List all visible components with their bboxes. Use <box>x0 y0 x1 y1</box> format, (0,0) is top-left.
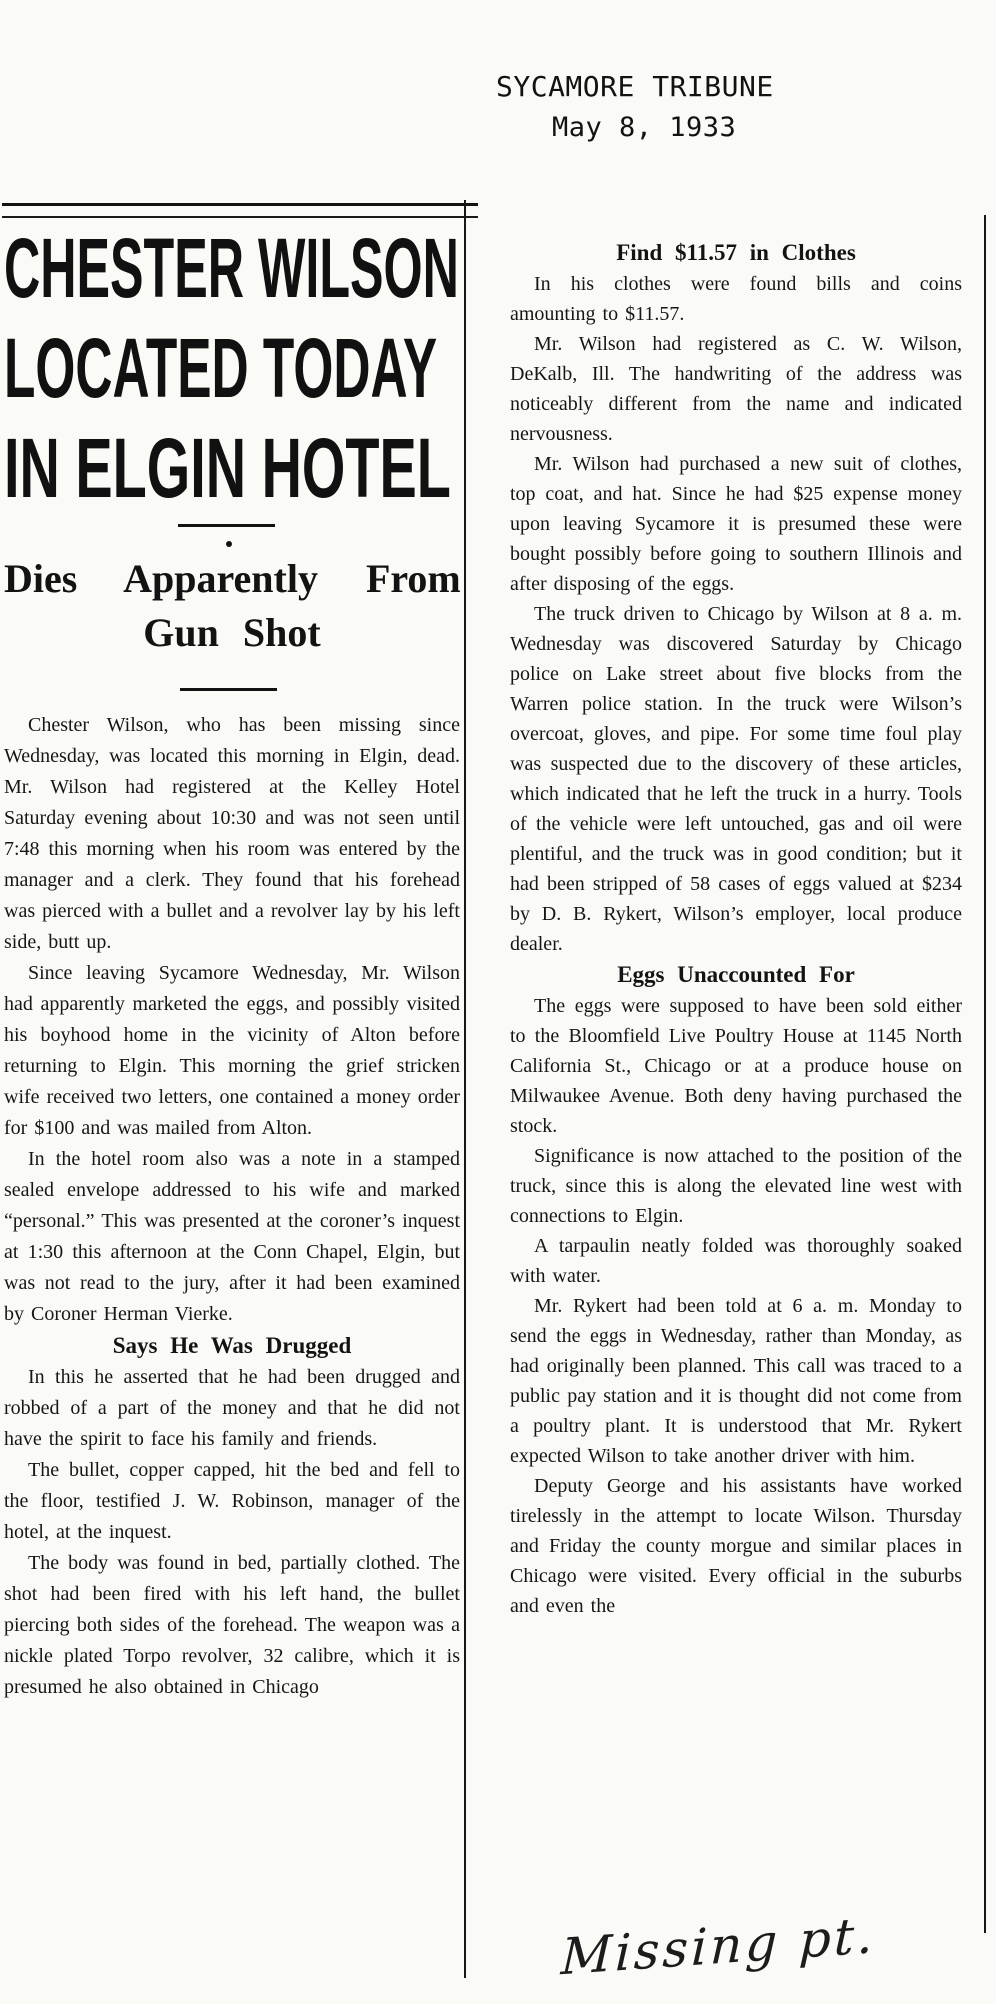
sub-headline <box>4 552 460 660</box>
article-paragraph: Since leaving Sycamore Wednesday, Mr. Wilson had apparently marketed the eggs, and possibly visited his boyhood home in the vicinity of Alton before returning to Elgin. This morning the grief stricken wife received two letters, one contained a money order for $100 and was mailed from Alton. <box>4 962 460 1139</box>
headline-line: IN ELGIN HOTEL <box>4 421 451 515</box>
sub-headline-line: Dies Apparently From <box>4 556 461 601</box>
section-subhead: Eggs Unaccounted For <box>617 962 855 987</box>
separator-rule <box>178 524 275 527</box>
article-paragraph: Mr. Rykert had been told at 6 a. m. Monday to send the eggs in Wednesday, rather than Monday, as had originally been planned. This call was traced to a public pay station and it is thought did not come from a poultry plant. It is understood that Mr. Rykert expected Wilson to take another driver with him. <box>510 1295 962 1467</box>
sub-headline-line: Gun Shot <box>143 610 321 655</box>
article-paragraph: In his clothes were found bills and coins amounting to $11.57. <box>510 273 962 325</box>
article-paragraph: The truck driven to Chicago by Wilson at 8 a. m. Wednesday was discovered Saturday by Chicago police on Lake street about five blocks from the Warren police station. In the truck were Wilson’s overcoat, gloves, and pipe. For some time foul play was suspected due to the discovery of these articles, which indicated that he left the truck in a hurry. Tools of the vehicle were left untouched, gas and oil were plentiful, and the truck was in good condition; but it had been stripped of 58 cases of eggs valued at $234 by D. B. Rykert, Wilson’s employer, local produce dealer. <box>510 603 962 955</box>
top-double-rule <box>2 203 478 218</box>
right-column <box>510 238 962 1621</box>
headline-line: CHESTER WILSON <box>4 221 459 315</box>
left-column-body <box>4 710 460 1975</box>
masthead-title: SYCAMORE TRIBUNE <box>496 70 774 103</box>
article-paragraph: The eggs were supposed to have been sold either to the Bloomfield Live Poultry House at 1145 North California St., Chicago or at a produce house on Milwaukee Avenue. Both deny having purchased the stock. <box>510 995 962 1137</box>
article-paragraph: Significance is now attached to the position of the truck, since this is along the elevated line west with connections to Elgin. <box>510 1145 962 1227</box>
article-paragraph: The body was found in bed, partially clothed. The shot had been fired with his left hand, the bullet piercing both sides of the forehead. The weapon was a nickle plated Torpo revolver, 32 calibre, which it is presumed he also obtained in Chicago <box>4 1552 460 1698</box>
article-paragraph: In the hotel room also was a note in a stamped sealed envelope addressed to his wife and marked “personal.” This was presented at the coroner’s inquest at 1:30 this afternoon at the Conn Chapel, Elgin, but was not read to the jury, after it had been examined by Coroner Herman Vierke. <box>4 1148 460 1325</box>
column-divider-rule <box>464 200 466 1978</box>
article-paragraph: Mr. Wilson had purchased a new suit of clothes, top coat, and hat. Since he had $25 expense money upon leaving Sycamore it is presumed these were bought possibly before going to southern Illinois and after disposing of the eggs. <box>510 453 962 595</box>
ink-dot <box>226 541 232 547</box>
left-column <box>4 218 461 1698</box>
section-subhead: Find $11.57 in Clothes <box>616 240 856 265</box>
article-paragraph: Mr. Wilson had registered as C. W. Wilson, DeKalb, Ill. The handwriting of the address was noticeably different from the name and indicated nervousness. <box>510 333 962 445</box>
article-paragraph: A tarpaulin neatly folded was thoroughly soaked with water. <box>510 1235 962 1287</box>
right-edge-rule <box>984 215 986 1933</box>
separator-rule <box>180 688 277 691</box>
headline <box>4 218 460 518</box>
masthead-date: May 8, 1933 <box>552 112 737 143</box>
article-paragraph: The bullet, copper capped, hit the bed and fell to the floor, testified J. W. Robinson, manager of the hotel, at the inquest. <box>4 1459 460 1543</box>
section-subhead: Says He Was Drugged <box>112 1333 352 1358</box>
article-paragraph: Chester Wilson, who has been missing since Wednesday, was located this morning in Elgin, dead. Mr. Wilson had registered at the Kelley Hotel Saturday evening about 10:30 and was not seen until 7:48 this morning when his room was entered by the manager and a clerk. They found that his forehead was pierced with a bullet and a revolver lay by his left side, butt up. <box>4 714 460 953</box>
article-paragraph: In this he asserted that he had been drugged and robbed of a part of the money and that he did not have the spirit to face his family and friends. <box>4 1366 460 1450</box>
headline-line: LOCATED TODAY <box>4 321 438 415</box>
article-paragraph: Deputy George and his assistants have worked tirelessly in the attempt to locate Wilson. Thursday and Friday the county morgue and similar places in Chicago were visited. Every official in the suburbs and even the <box>510 1475 962 1617</box>
handwritten-note: Missing pt. <box>559 1905 877 1987</box>
